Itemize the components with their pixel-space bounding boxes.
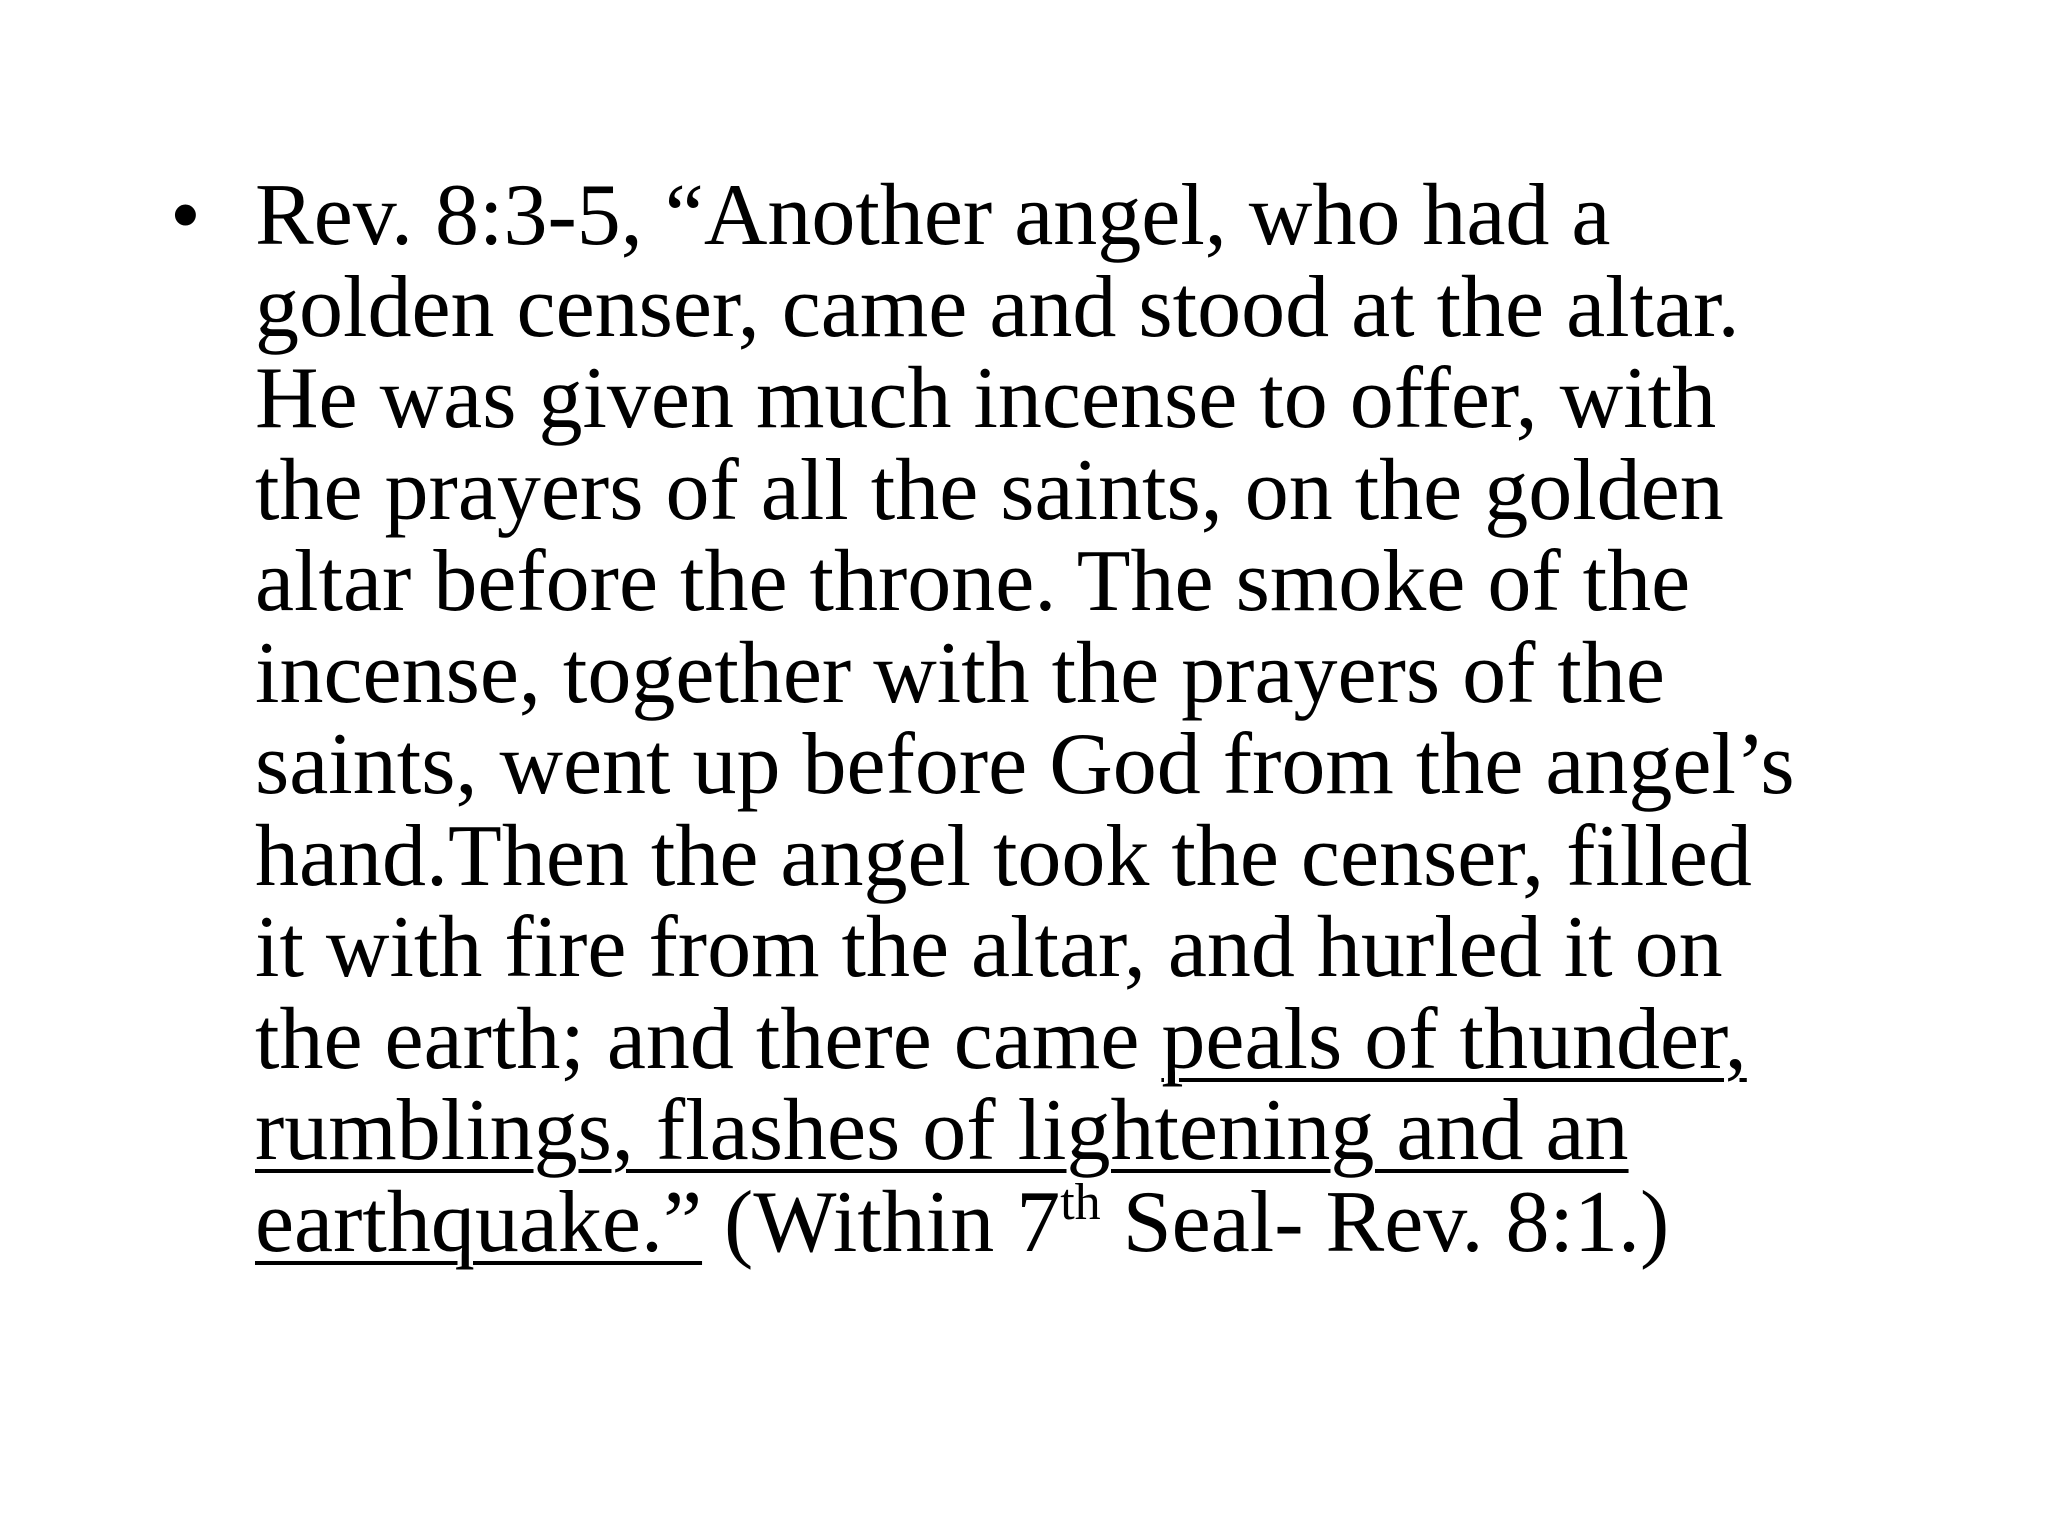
text-line-12 bbox=[255, 1173, 1930, 1271]
citation-end: Seal- Rev. 8:1.) bbox=[1100, 1173, 1670, 1271]
text-line-9: it with fire from the altar, and hurled it on bbox=[255, 899, 1723, 996]
text-line-7: saints, went up before God from the angel’s bbox=[255, 716, 1795, 813]
ordinal-superscript: th bbox=[1060, 1173, 1101, 1231]
underlined-phrase-part-1: peals of thunder, bbox=[1161, 990, 1747, 1088]
text-line-4: the prayers of all the saints, on the golden bbox=[255, 441, 1724, 539]
underlined-phrase-part-3: earthquake.” bbox=[255, 1173, 703, 1271]
text-line-2: golden censer, came and stood at the altar. bbox=[255, 258, 1740, 356]
text-line-5: altar before the throne. The smoke of the bbox=[255, 533, 1691, 630]
scripture-bullet bbox=[170, 167, 1930, 1271]
text-line-8: hand.Then the angel took the censer, filled bbox=[255, 807, 1752, 905]
text-line-11 bbox=[255, 1082, 1930, 1179]
citation-text: (Within 7 bbox=[702, 1173, 1061, 1271]
text-line-1: Rev. 8:3-5, “Another angel, who had a bbox=[255, 167, 1611, 264]
bullet-icon: • bbox=[170, 167, 201, 264]
text-line-10 bbox=[255, 990, 1930, 1088]
text-line-3: He was given much incense to offer, with bbox=[255, 350, 1717, 447]
text-line-6: incense, together with the prayers of the bbox=[255, 624, 1665, 722]
text-line-10-plain: the earth; and there came bbox=[255, 990, 1162, 1088]
underlined-phrase-part-2: rumblings, flashes of lightening and an bbox=[255, 1082, 1629, 1179]
bullet-list bbox=[170, 167, 1930, 1271]
